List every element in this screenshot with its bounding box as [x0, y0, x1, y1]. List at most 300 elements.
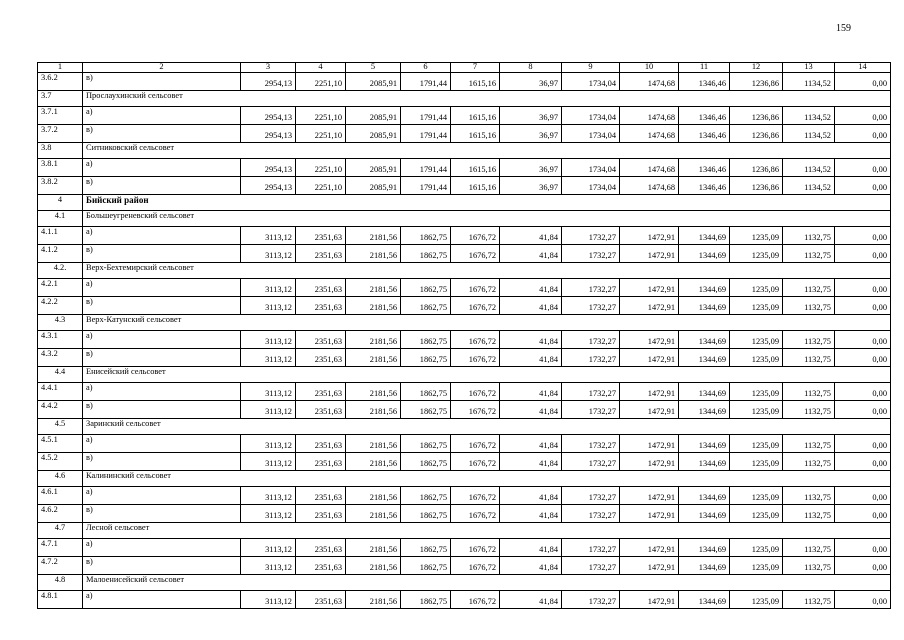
value-cell: 1346,46	[679, 177, 730, 195]
value-cell: 1732,27	[562, 279, 620, 297]
value-cell: 1732,27	[562, 331, 620, 349]
value-cell: 41,84	[500, 505, 562, 523]
row-label: в)	[83, 297, 241, 315]
table-row	[38, 177, 891, 195]
value-cell: 0,00	[835, 383, 891, 401]
value-cell: 0,00	[835, 557, 891, 575]
value-cell: 1732,27	[562, 453, 620, 471]
value-cell: 0,00	[835, 591, 891, 609]
value-cell: 36,97	[500, 159, 562, 177]
table-row	[38, 331, 891, 349]
section-number: 4.2.	[38, 263, 83, 279]
table-row	[38, 73, 891, 91]
value-cell: 1134,52	[783, 73, 835, 91]
value-cell: 1344,69	[679, 383, 730, 401]
value-cell: 2351,63	[296, 383, 346, 401]
value-cell: 1791,44	[401, 107, 451, 125]
value-cell: 3113,12	[241, 331, 296, 349]
row-number: 4.7.2	[38, 557, 83, 575]
row-number: 4.2.1	[38, 279, 83, 297]
value-cell: 2181,56	[346, 383, 401, 401]
value-cell: 1862,75	[401, 505, 451, 523]
row-label: а)	[83, 539, 241, 557]
value-cell: 41,84	[500, 245, 562, 263]
value-cell: 1862,75	[401, 297, 451, 315]
row-label: в)	[83, 505, 241, 523]
value-cell: 0,00	[835, 107, 891, 125]
value-cell: 41,84	[500, 297, 562, 315]
value-cell: 1862,75	[401, 453, 451, 471]
value-cell: 3113,12	[241, 245, 296, 263]
row-label: а)	[83, 591, 241, 609]
section-row	[38, 211, 891, 227]
row-label: в)	[83, 245, 241, 263]
value-cell: 2181,56	[346, 349, 401, 367]
row-number: 4.3.2	[38, 349, 83, 367]
value-cell: 3113,12	[241, 557, 296, 575]
value-cell: 1676,72	[451, 453, 500, 471]
value-cell: 0,00	[835, 245, 891, 263]
value-cell: 0,00	[835, 487, 891, 505]
value-cell: 2085,91	[346, 159, 401, 177]
section-number: 3.7	[38, 91, 83, 107]
value-cell: 1236,86	[730, 159, 783, 177]
table-row	[38, 539, 891, 557]
value-cell: 0,00	[835, 177, 891, 195]
section-row	[38, 471, 891, 487]
value-cell: 3113,12	[241, 539, 296, 557]
section-title: Заринский сельсовет	[83, 419, 891, 435]
section-title: Калининский сельсовет	[83, 471, 891, 487]
column-number-header: 3	[241, 63, 296, 73]
value-cell: 1732,27	[562, 539, 620, 557]
value-cell: 2181,56	[346, 227, 401, 245]
table-row	[38, 435, 891, 453]
value-cell: 1862,75	[401, 435, 451, 453]
value-cell: 0,00	[835, 453, 891, 471]
value-cell: 1472,91	[620, 591, 679, 609]
section-title: Малоенисейский сельсовет	[83, 575, 891, 591]
value-cell: 1235,09	[730, 245, 783, 263]
value-cell: 1472,91	[620, 297, 679, 315]
column-number-header: 11	[679, 63, 730, 73]
value-cell: 2181,56	[346, 487, 401, 505]
value-cell: 1615,16	[451, 73, 500, 91]
value-cell: 1346,46	[679, 159, 730, 177]
table-row	[38, 487, 891, 505]
value-cell: 1862,75	[401, 557, 451, 575]
section-title: Бийский район	[83, 195, 891, 211]
value-cell: 2085,91	[346, 125, 401, 143]
value-cell: 41,84	[500, 453, 562, 471]
value-cell: 2351,63	[296, 349, 346, 367]
section-number: 4.1	[38, 211, 83, 227]
value-cell: 1132,75	[783, 435, 835, 453]
value-cell: 1732,27	[562, 505, 620, 523]
value-cell: 1235,09	[730, 297, 783, 315]
value-cell: 1344,69	[679, 505, 730, 523]
value-cell: 1676,72	[451, 487, 500, 505]
row-label: в)	[83, 453, 241, 471]
value-cell: 1862,75	[401, 383, 451, 401]
value-cell: 1472,91	[620, 401, 679, 419]
value-cell: 1344,69	[679, 349, 730, 367]
value-cell: 1472,91	[620, 453, 679, 471]
value-cell: 1235,09	[730, 331, 783, 349]
value-cell: 0,00	[835, 227, 891, 245]
row-label: а)	[83, 383, 241, 401]
value-cell: 1132,75	[783, 349, 835, 367]
value-cell: 1132,75	[783, 279, 835, 297]
value-cell: 41,84	[500, 591, 562, 609]
value-cell: 2351,63	[296, 453, 346, 471]
value-cell: 1344,69	[679, 279, 730, 297]
value-cell: 1235,09	[730, 505, 783, 523]
value-cell: 1862,75	[401, 279, 451, 297]
value-cell: 1346,46	[679, 125, 730, 143]
value-cell: 1132,75	[783, 383, 835, 401]
value-cell: 2351,63	[296, 591, 346, 609]
value-cell: 1346,46	[679, 73, 730, 91]
value-cell: 1134,52	[783, 107, 835, 125]
value-cell: 3113,12	[241, 453, 296, 471]
section-row	[38, 419, 891, 435]
section-title: Ситниковский сельсовет	[83, 143, 891, 159]
value-cell: 0,00	[835, 349, 891, 367]
row-label: в)	[83, 73, 241, 91]
row-number: 4.3.1	[38, 331, 83, 349]
value-cell: 1676,72	[451, 331, 500, 349]
value-cell: 1734,04	[562, 107, 620, 125]
value-cell: 1134,52	[783, 159, 835, 177]
value-cell: 1791,44	[401, 73, 451, 91]
row-label: в)	[83, 401, 241, 419]
section-number: 4.3	[38, 315, 83, 331]
row-label: а)	[83, 107, 241, 125]
value-cell: 1235,09	[730, 227, 783, 245]
value-cell: 1235,09	[730, 435, 783, 453]
value-cell: 1734,04	[562, 159, 620, 177]
row-number: 4.1.1	[38, 227, 83, 245]
value-cell: 1235,09	[730, 539, 783, 557]
row-number: 4.5.2	[38, 453, 83, 471]
value-cell: 2351,63	[296, 297, 346, 315]
value-cell: 1132,75	[783, 297, 835, 315]
value-cell: 2251,10	[296, 107, 346, 125]
value-cell: 1344,69	[679, 539, 730, 557]
value-cell: 0,00	[835, 279, 891, 297]
value-cell: 1791,44	[401, 125, 451, 143]
row-label: а)	[83, 487, 241, 505]
value-cell: 1676,72	[451, 227, 500, 245]
table-row	[38, 591, 891, 609]
column-number-header: 10	[620, 63, 679, 73]
section-row	[38, 523, 891, 539]
value-cell: 41,84	[500, 487, 562, 505]
row-label: а)	[83, 435, 241, 453]
value-cell: 1472,91	[620, 487, 679, 505]
value-cell: 1344,69	[679, 245, 730, 263]
table-row	[38, 297, 891, 315]
row-number: 4.7.1	[38, 539, 83, 557]
table-row	[38, 383, 891, 401]
value-cell: 1676,72	[451, 591, 500, 609]
value-cell: 2181,56	[346, 331, 401, 349]
value-cell: 1472,91	[620, 349, 679, 367]
value-cell: 0,00	[835, 125, 891, 143]
value-cell: 1132,75	[783, 557, 835, 575]
value-cell: 1732,27	[562, 349, 620, 367]
value-cell: 1734,04	[562, 177, 620, 195]
column-number-header: 4	[296, 63, 346, 73]
value-cell: 3113,12	[241, 591, 296, 609]
value-cell: 2954,13	[241, 107, 296, 125]
value-cell: 1676,72	[451, 435, 500, 453]
row-number: 3.8.2	[38, 177, 83, 195]
table-row	[38, 349, 891, 367]
value-cell: 1235,09	[730, 591, 783, 609]
value-cell: 2251,10	[296, 159, 346, 177]
value-cell: 2181,56	[346, 505, 401, 523]
value-cell: 3113,12	[241, 227, 296, 245]
row-label: в)	[83, 177, 241, 195]
value-cell: 36,97	[500, 177, 562, 195]
value-cell: 1132,75	[783, 227, 835, 245]
value-cell: 1472,91	[620, 557, 679, 575]
page-number: 159	[836, 23, 851, 34]
value-cell: 1344,69	[679, 435, 730, 453]
value-cell: 2251,10	[296, 73, 346, 91]
value-cell: 1236,86	[730, 125, 783, 143]
value-cell: 1474,68	[620, 73, 679, 91]
value-cell: 1732,27	[562, 435, 620, 453]
value-cell: 2954,13	[241, 73, 296, 91]
value-cell: 1132,75	[783, 539, 835, 557]
row-number: 3.7.1	[38, 107, 83, 125]
row-label: а)	[83, 279, 241, 297]
table-row	[38, 245, 891, 263]
value-cell: 1615,16	[451, 107, 500, 125]
row-number: 4.2.2	[38, 297, 83, 315]
value-cell: 2351,63	[296, 505, 346, 523]
section-row	[38, 143, 891, 159]
value-cell: 1346,46	[679, 107, 730, 125]
value-cell: 2351,63	[296, 435, 346, 453]
table-row	[38, 227, 891, 245]
value-cell: 2954,13	[241, 159, 296, 177]
value-cell: 1615,16	[451, 125, 500, 143]
section-title: Лесной сельсовет	[83, 523, 891, 539]
value-cell: 1132,75	[783, 487, 835, 505]
value-cell: 36,97	[500, 107, 562, 125]
value-cell: 2351,63	[296, 331, 346, 349]
value-cell: 1791,44	[401, 177, 451, 195]
value-cell: 1236,86	[730, 73, 783, 91]
table-row	[38, 107, 891, 125]
row-number: 3.7.2	[38, 125, 83, 143]
section-row	[38, 315, 891, 331]
value-cell: 1472,91	[620, 435, 679, 453]
value-cell: 0,00	[835, 73, 891, 91]
value-cell: 2251,10	[296, 125, 346, 143]
value-cell: 2181,56	[346, 279, 401, 297]
value-cell: 1344,69	[679, 591, 730, 609]
value-cell: 1235,09	[730, 279, 783, 297]
column-number-header: 1	[38, 63, 83, 73]
value-cell: 2085,91	[346, 177, 401, 195]
value-cell: 41,84	[500, 539, 562, 557]
row-number: 4.4.2	[38, 401, 83, 419]
value-cell: 0,00	[835, 539, 891, 557]
row-number: 4.4.1	[38, 383, 83, 401]
value-cell: 1132,75	[783, 453, 835, 471]
value-cell: 2351,63	[296, 401, 346, 419]
value-cell: 2351,63	[296, 279, 346, 297]
column-number-header: 12	[730, 63, 783, 73]
section-number: 4.5	[38, 419, 83, 435]
row-number: 4.1.2	[38, 245, 83, 263]
value-cell: 1235,09	[730, 487, 783, 505]
value-cell: 1676,72	[451, 297, 500, 315]
value-cell: 1474,68	[620, 159, 679, 177]
row-number: 4.5.1	[38, 435, 83, 453]
value-cell: 0,00	[835, 331, 891, 349]
value-cell: 1344,69	[679, 453, 730, 471]
value-cell: 1732,27	[562, 297, 620, 315]
value-cell: 2181,56	[346, 435, 401, 453]
value-cell: 3113,12	[241, 383, 296, 401]
value-cell: 1862,75	[401, 331, 451, 349]
value-cell: 2181,56	[346, 557, 401, 575]
value-cell: 0,00	[835, 297, 891, 315]
value-cell: 41,84	[500, 557, 562, 575]
value-cell: 0,00	[835, 401, 891, 419]
value-cell: 41,84	[500, 349, 562, 367]
row-label: а)	[83, 159, 241, 177]
value-cell: 1235,09	[730, 401, 783, 419]
value-cell: 1472,91	[620, 227, 679, 245]
row-number: 4.8.1	[38, 591, 83, 609]
value-cell: 3113,12	[241, 435, 296, 453]
row-label: а)	[83, 227, 241, 245]
value-cell: 1236,86	[730, 107, 783, 125]
section-title: Енисейский сельсовет	[83, 367, 891, 383]
value-cell: 2954,13	[241, 125, 296, 143]
value-cell: 2351,63	[296, 245, 346, 263]
value-cell: 1472,91	[620, 539, 679, 557]
value-cell: 1732,27	[562, 557, 620, 575]
value-cell: 1132,75	[783, 331, 835, 349]
value-cell: 1235,09	[730, 557, 783, 575]
table-row	[38, 125, 891, 143]
value-cell: 1344,69	[679, 227, 730, 245]
value-cell: 1615,16	[451, 177, 500, 195]
value-cell: 1236,86	[730, 177, 783, 195]
value-cell: 1732,27	[562, 487, 620, 505]
section-row	[38, 575, 891, 591]
value-cell: 0,00	[835, 159, 891, 177]
value-cell: 1472,91	[620, 505, 679, 523]
value-cell: 41,84	[500, 331, 562, 349]
value-cell: 2181,56	[346, 245, 401, 263]
value-cell: 41,84	[500, 401, 562, 419]
value-cell: 1734,04	[562, 73, 620, 91]
value-cell: 2181,56	[346, 401, 401, 419]
value-cell: 1676,72	[451, 383, 500, 401]
value-cell: 2085,91	[346, 73, 401, 91]
value-cell: 1474,68	[620, 125, 679, 143]
section-number: 3.8	[38, 143, 83, 159]
section-row	[38, 195, 891, 211]
table-row	[38, 557, 891, 575]
section-number: 4.7	[38, 523, 83, 539]
table-body	[38, 63, 891, 609]
value-cell: 1734,04	[562, 125, 620, 143]
value-cell: 3113,12	[241, 505, 296, 523]
section-row	[38, 91, 891, 107]
value-cell: 1862,75	[401, 591, 451, 609]
value-cell: 1472,91	[620, 383, 679, 401]
value-cell: 1474,68	[620, 107, 679, 125]
value-cell: 2181,56	[346, 453, 401, 471]
value-cell: 1344,69	[679, 557, 730, 575]
value-cell: 1676,72	[451, 349, 500, 367]
value-cell: 1344,69	[679, 487, 730, 505]
tariff-table	[37, 62, 891, 609]
section-title: Верх-Бехтемирский сельсовет	[83, 263, 891, 279]
value-cell: 1791,44	[401, 159, 451, 177]
value-cell: 1472,91	[620, 279, 679, 297]
value-cell: 1676,72	[451, 539, 500, 557]
value-cell: 1732,27	[562, 245, 620, 263]
row-number: 4.6.2	[38, 505, 83, 523]
section-number: 4	[38, 195, 83, 211]
section-number: 4.8	[38, 575, 83, 591]
value-cell: 1344,69	[679, 297, 730, 315]
table-row	[38, 505, 891, 523]
value-cell: 1732,27	[562, 227, 620, 245]
section-row	[38, 367, 891, 383]
value-cell: 41,84	[500, 435, 562, 453]
row-number: 3.6.2	[38, 73, 83, 91]
value-cell: 2085,91	[346, 107, 401, 125]
value-cell: 2351,63	[296, 557, 346, 575]
row-label: в)	[83, 125, 241, 143]
value-cell: 1676,72	[451, 401, 500, 419]
value-cell: 2251,10	[296, 177, 346, 195]
section-title: Большеугреневский сельсовет	[83, 211, 891, 227]
value-cell: 1676,72	[451, 279, 500, 297]
value-cell: 36,97	[500, 73, 562, 91]
value-cell: 36,97	[500, 125, 562, 143]
table-row	[38, 279, 891, 297]
value-cell: 1732,27	[562, 401, 620, 419]
row-number: 4.6.1	[38, 487, 83, 505]
section-number: 4.6	[38, 471, 83, 487]
value-cell: 1235,09	[730, 383, 783, 401]
value-cell: 1676,72	[451, 557, 500, 575]
value-cell: 0,00	[835, 435, 891, 453]
value-cell: 1676,72	[451, 505, 500, 523]
value-cell: 1862,75	[401, 487, 451, 505]
value-cell: 1132,75	[783, 505, 835, 523]
value-cell: 1344,69	[679, 331, 730, 349]
value-cell: 1862,75	[401, 227, 451, 245]
column-number-header: 5	[346, 63, 401, 73]
value-cell: 3113,12	[241, 487, 296, 505]
table-row	[38, 453, 891, 471]
section-title: Верх-Катунский сельсовет	[83, 315, 891, 331]
